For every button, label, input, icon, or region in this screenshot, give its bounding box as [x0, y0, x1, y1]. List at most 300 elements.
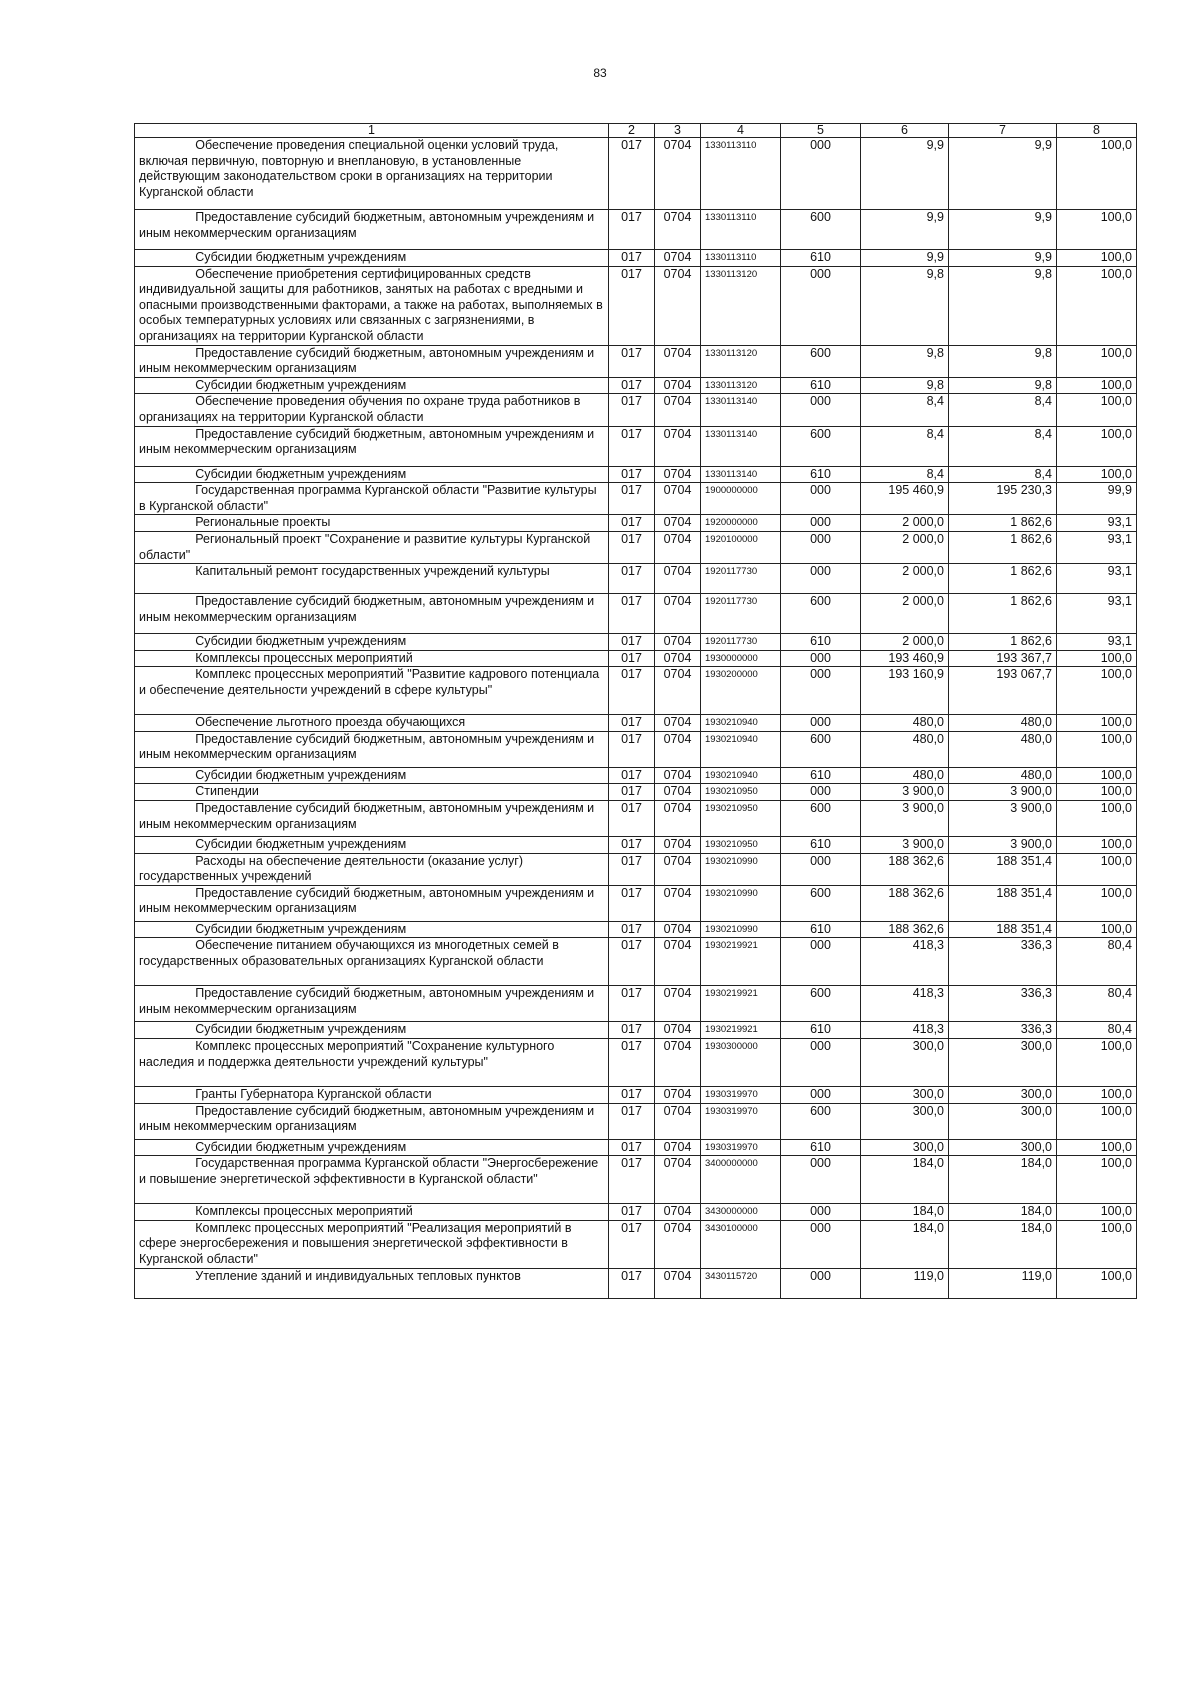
executed-amount: 1 862,6 [949, 594, 1057, 634]
row-name: Обеспечение льготного проезда обучающихся [135, 715, 609, 732]
section-code: 0704 [655, 1156, 701, 1204]
row-name: Комплекс процессных мероприятий "Развитие кадрового потенциала и обеспечение деятельности учреждений в сфере культуры" [135, 667, 609, 715]
row-name: Государственная программа Курганской области "Энергосбережение и повышение энергетической эффективности в Курганской области" [135, 1156, 609, 1204]
section-code: 0704 [655, 594, 701, 634]
planned-amount: 9,9 [861, 210, 949, 250]
admin-code: 017 [609, 853, 655, 885]
target-code: 1930210940 [701, 767, 781, 784]
expense-type: 600 [781, 731, 861, 767]
planned-amount: 2 000,0 [861, 515, 949, 532]
section-code: 0704 [655, 1022, 701, 1039]
admin-code: 017 [609, 426, 655, 466]
expense-type: 000 [781, 394, 861, 426]
row-name: Гранты Губернатора Курганской области [135, 1087, 609, 1104]
planned-amount: 480,0 [861, 767, 949, 784]
column-header: 6 [861, 124, 949, 138]
row-name: Утепление зданий и индивидуальных тепловых пунктов [135, 1268, 609, 1298]
target-code: 1930210990 [701, 921, 781, 938]
table-row [135, 938, 1137, 986]
table-row [135, 564, 1137, 594]
expense-type: 600 [781, 801, 861, 837]
section-code: 0704 [655, 986, 701, 1022]
row-name: Субсидии бюджетным учреждениям [135, 634, 609, 651]
target-code: 1930210940 [701, 731, 781, 767]
planned-amount: 184,0 [861, 1220, 949, 1268]
executed-amount: 480,0 [949, 715, 1057, 732]
execution-percent: 100,0 [1057, 1103, 1137, 1139]
target-code: 1930000000 [701, 650, 781, 667]
expense-type: 000 [781, 1087, 861, 1104]
admin-code: 017 [609, 667, 655, 715]
target-code: 1920117730 [701, 564, 781, 594]
table-row [135, 921, 1137, 938]
target-code: 1930200000 [701, 667, 781, 715]
row-name: Комплексы процессных мероприятий [135, 650, 609, 667]
row-name: Субсидии бюджетным учреждениям [135, 921, 609, 938]
expense-type: 000 [781, 266, 861, 345]
planned-amount: 300,0 [861, 1087, 949, 1104]
executed-amount: 1 862,6 [949, 634, 1057, 651]
executed-amount: 9,9 [949, 210, 1057, 250]
execution-percent: 100,0 [1057, 1220, 1137, 1268]
row-name: Региональный проект "Сохранение и развитие культуры Курганской области" [135, 531, 609, 563]
admin-code: 017 [609, 394, 655, 426]
admin-code: 017 [609, 784, 655, 801]
section-code: 0704 [655, 394, 701, 426]
row-name: Стипендии [135, 784, 609, 801]
expense-type: 600 [781, 594, 861, 634]
section-code: 0704 [655, 250, 701, 267]
section-code: 0704 [655, 853, 701, 885]
execution-percent: 100,0 [1057, 715, 1137, 732]
executed-amount: 9,9 [949, 250, 1057, 267]
table-row [135, 885, 1137, 921]
section-code: 0704 [655, 667, 701, 715]
target-code: 1330113110 [701, 250, 781, 267]
execution-percent: 100,0 [1057, 250, 1137, 267]
row-name: Комплекс процессных мероприятий "Реализация мероприятий в сфере энергосбережения и повышения энергетической эффективности в Курганской области" [135, 1220, 609, 1268]
execution-percent: 100,0 [1057, 138, 1137, 210]
executed-amount: 184,0 [949, 1220, 1057, 1268]
execution-percent: 100,0 [1057, 377, 1137, 394]
planned-amount: 3 900,0 [861, 837, 949, 854]
executed-amount: 9,8 [949, 377, 1057, 394]
planned-amount: 300,0 [861, 1039, 949, 1087]
planned-amount: 480,0 [861, 715, 949, 732]
execution-percent: 100,0 [1057, 1087, 1137, 1104]
target-code: 1930219921 [701, 986, 781, 1022]
section-code: 0704 [655, 1139, 701, 1156]
expense-type: 000 [781, 531, 861, 563]
planned-amount: 9,9 [861, 138, 949, 210]
executed-amount: 1 862,6 [949, 531, 1057, 563]
table-row [135, 466, 1137, 483]
admin-code: 017 [609, 1156, 655, 1204]
executed-amount: 195 230,3 [949, 483, 1057, 515]
target-code: 1330113110 [701, 210, 781, 250]
target-code: 1930300000 [701, 1039, 781, 1087]
planned-amount: 3 900,0 [861, 784, 949, 801]
target-code: 1930210990 [701, 853, 781, 885]
planned-amount: 195 460,9 [861, 483, 949, 515]
executed-amount: 119,0 [949, 1268, 1057, 1298]
admin-code: 017 [609, 1220, 655, 1268]
executed-amount: 188 351,4 [949, 921, 1057, 938]
execution-percent: 100,0 [1057, 1204, 1137, 1221]
target-code: 1330113140 [701, 426, 781, 466]
admin-code: 017 [609, 564, 655, 594]
row-name: Комплекс процессных мероприятий "Сохранение культурного наследия и поддержка деятельности учреждений культуры" [135, 1039, 609, 1087]
section-code: 0704 [655, 634, 701, 651]
row-name: Расходы на обеспечение деятельности (оказание услуг) государственных учреждений [135, 853, 609, 885]
execution-percent: 100,0 [1057, 801, 1137, 837]
table-row [135, 594, 1137, 634]
execution-percent: 100,0 [1057, 1268, 1137, 1298]
section-code: 0704 [655, 466, 701, 483]
expense-type: 610 [781, 921, 861, 938]
execution-percent: 100,0 [1057, 885, 1137, 921]
execution-percent: 80,4 [1057, 938, 1137, 986]
executed-amount: 8,4 [949, 466, 1057, 483]
section-code: 0704 [655, 731, 701, 767]
planned-amount: 418,3 [861, 1022, 949, 1039]
execution-percent: 100,0 [1057, 853, 1137, 885]
execution-percent: 100,0 [1057, 426, 1137, 466]
row-name: Субсидии бюджетным учреждениям [135, 837, 609, 854]
execution-percent: 100,0 [1057, 667, 1137, 715]
target-code: 1330113140 [701, 466, 781, 483]
section-code: 0704 [655, 1103, 701, 1139]
executed-amount: 184,0 [949, 1204, 1057, 1221]
execution-percent: 100,0 [1057, 921, 1137, 938]
expense-type: 600 [781, 426, 861, 466]
planned-amount: 188 362,6 [861, 885, 949, 921]
execution-percent: 80,4 [1057, 986, 1137, 1022]
column-header: 1 [135, 124, 609, 138]
execution-percent: 100,0 [1057, 266, 1137, 345]
admin-code: 017 [609, 210, 655, 250]
execution-percent: 100,0 [1057, 394, 1137, 426]
target-code: 1330113120 [701, 266, 781, 345]
section-code: 0704 [655, 426, 701, 466]
expense-type: 610 [781, 466, 861, 483]
section-code: 0704 [655, 1220, 701, 1268]
execution-percent: 80,4 [1057, 1022, 1137, 1039]
execution-percent: 93,1 [1057, 531, 1137, 563]
section-code: 0704 [655, 138, 701, 210]
table-row [135, 634, 1137, 651]
target-code: 1930219921 [701, 1022, 781, 1039]
table-row [135, 426, 1137, 466]
planned-amount: 119,0 [861, 1268, 949, 1298]
table-row [135, 1268, 1137, 1298]
admin-code: 017 [609, 466, 655, 483]
admin-code: 017 [609, 986, 655, 1022]
section-code: 0704 [655, 377, 701, 394]
target-code: 1330113120 [701, 345, 781, 377]
planned-amount: 8,4 [861, 466, 949, 483]
expense-type: 610 [781, 837, 861, 854]
table-row [135, 531, 1137, 563]
section-code: 0704 [655, 1268, 701, 1298]
table-row [135, 250, 1137, 267]
section-code: 0704 [655, 1204, 701, 1221]
expense-type: 600 [781, 1103, 861, 1139]
executed-amount: 193 067,7 [949, 667, 1057, 715]
column-header: 5 [781, 124, 861, 138]
admin-code: 017 [609, 138, 655, 210]
table-row [135, 210, 1137, 250]
section-code: 0704 [655, 210, 701, 250]
execution-percent: 100,0 [1057, 1039, 1137, 1087]
admin-code: 017 [609, 938, 655, 986]
target-code: 1930210950 [701, 837, 781, 854]
executed-amount: 1 862,6 [949, 515, 1057, 532]
table-row [135, 1087, 1137, 1104]
admin-code: 017 [609, 515, 655, 532]
section-code: 0704 [655, 266, 701, 345]
row-name: Субсидии бюджетным учреждениям [135, 767, 609, 784]
execution-percent: 93,1 [1057, 634, 1137, 651]
section-code: 0704 [655, 1039, 701, 1087]
expense-type: 610 [781, 250, 861, 267]
table-row [135, 731, 1137, 767]
row-name: Предоставление субсидий бюджетным, автономным учреждениям и иным некоммерческим организациям [135, 426, 609, 466]
execution-percent: 100,0 [1057, 650, 1137, 667]
row-name: Обеспечение проведения специальной оценки условий труда, включая первичную, повторную и внеплановую, в установленные действующим законодательством сроки в организациях на территории Курганской области [135, 138, 609, 210]
column-header: 4 [701, 124, 781, 138]
expense-type: 610 [781, 377, 861, 394]
expense-type: 000 [781, 1039, 861, 1087]
expense-type: 000 [781, 1204, 861, 1221]
admin-code: 017 [609, 345, 655, 377]
target-code: 3430100000 [701, 1220, 781, 1268]
row-name: Обеспечение проведения обучения по охране труда работников в организациях на территории Курганской области [135, 394, 609, 426]
executed-amount: 3 900,0 [949, 837, 1057, 854]
admin-code: 017 [609, 531, 655, 563]
target-code: 3430000000 [701, 1204, 781, 1221]
planned-amount: 8,4 [861, 394, 949, 426]
table-row [135, 715, 1137, 732]
table-row [135, 837, 1137, 854]
planned-amount: 418,3 [861, 986, 949, 1022]
execution-percent: 100,0 [1057, 345, 1137, 377]
target-code: 1330113140 [701, 394, 781, 426]
planned-amount: 300,0 [861, 1139, 949, 1156]
section-code: 0704 [655, 715, 701, 732]
admin-code: 017 [609, 1268, 655, 1298]
row-name: Субсидии бюджетным учреждениям [135, 1022, 609, 1039]
execution-percent: 100,0 [1057, 210, 1137, 250]
column-header: 7 [949, 124, 1057, 138]
admin-code: 017 [609, 266, 655, 345]
admin-code: 017 [609, 377, 655, 394]
row-name: Региональные проекты [135, 515, 609, 532]
section-code: 0704 [655, 938, 701, 986]
column-header: 2 [609, 124, 655, 138]
expense-type: 000 [781, 1268, 861, 1298]
target-code: 1920117730 [701, 634, 781, 651]
admin-code: 017 [609, 594, 655, 634]
target-code: 1330113120 [701, 377, 781, 394]
table-row [135, 377, 1137, 394]
executed-amount: 8,4 [949, 426, 1057, 466]
expense-type: 000 [781, 938, 861, 986]
planned-amount: 193 160,9 [861, 667, 949, 715]
admin-code: 017 [609, 250, 655, 267]
execution-percent: 93,1 [1057, 564, 1137, 594]
expense-type: 000 [781, 667, 861, 715]
target-code: 1930319970 [701, 1103, 781, 1139]
row-name: Предоставление субсидий бюджетным, автономным учреждениям и иным некоммерческим организациям [135, 1103, 609, 1139]
expense-type: 610 [781, 767, 861, 784]
execution-percent: 93,1 [1057, 594, 1137, 634]
row-name: Субсидии бюджетным учреждениям [135, 1139, 609, 1156]
executed-amount: 8,4 [949, 394, 1057, 426]
row-name: Предоставление субсидий бюджетным, автономным учреждениям и иным некоммерческим организациям [135, 801, 609, 837]
table-row [135, 667, 1137, 715]
admin-code: 017 [609, 1204, 655, 1221]
planned-amount: 9,8 [861, 345, 949, 377]
execution-percent: 100,0 [1057, 731, 1137, 767]
target-code: 1900000000 [701, 483, 781, 515]
expense-type: 000 [781, 564, 861, 594]
row-name: Субсидии бюджетным учреждениям [135, 250, 609, 267]
admin-code: 017 [609, 634, 655, 651]
execution-percent: 100,0 [1057, 837, 1137, 854]
executed-amount: 188 351,4 [949, 853, 1057, 885]
executed-amount: 9,8 [949, 266, 1057, 345]
planned-amount: 300,0 [861, 1103, 949, 1139]
expense-type: 000 [781, 1156, 861, 1204]
expense-type: 000 [781, 515, 861, 532]
table-row [135, 1156, 1137, 1204]
planned-amount: 184,0 [861, 1204, 949, 1221]
section-code: 0704 [655, 345, 701, 377]
row-name: Комплексы процессных мероприятий [135, 1204, 609, 1221]
admin-code: 017 [609, 715, 655, 732]
row-name: Предоставление субсидий бюджетным, автономным учреждениям и иным некоммерческим организациям [135, 731, 609, 767]
execution-percent: 100,0 [1057, 1156, 1137, 1204]
table-row [135, 1139, 1137, 1156]
expense-type: 000 [781, 784, 861, 801]
planned-amount: 9,8 [861, 266, 949, 345]
expense-type: 000 [781, 650, 861, 667]
planned-amount: 188 362,6 [861, 921, 949, 938]
row-name: Субсидии бюджетным учреждениям [135, 377, 609, 394]
target-code: 1930210940 [701, 715, 781, 732]
table-row [135, 394, 1137, 426]
executed-amount: 300,0 [949, 1087, 1057, 1104]
expense-type: 600 [781, 986, 861, 1022]
target-code: 1920100000 [701, 531, 781, 563]
planned-amount: 9,9 [861, 250, 949, 267]
section-code: 0704 [655, 767, 701, 784]
row-name: Обеспечение питанием обучающихся из многодетных семей в государственных образовательных организациях Курганской области [135, 938, 609, 986]
executed-amount: 300,0 [949, 1103, 1057, 1139]
executed-amount: 300,0 [949, 1039, 1057, 1087]
column-header: 3 [655, 124, 701, 138]
table-row [135, 853, 1137, 885]
table-row [135, 986, 1137, 1022]
admin-code: 017 [609, 1103, 655, 1139]
admin-code: 017 [609, 921, 655, 938]
planned-amount: 2 000,0 [861, 594, 949, 634]
expense-type: 600 [781, 885, 861, 921]
table-row [135, 784, 1137, 801]
section-code: 0704 [655, 885, 701, 921]
planned-amount: 193 460,9 [861, 650, 949, 667]
target-code: 3400000000 [701, 1156, 781, 1204]
admin-code: 017 [609, 1139, 655, 1156]
executed-amount: 3 900,0 [949, 784, 1057, 801]
target-code: 1930210950 [701, 784, 781, 801]
expense-type: 000 [781, 715, 861, 732]
section-code: 0704 [655, 531, 701, 563]
planned-amount: 8,4 [861, 426, 949, 466]
target-code: 1920000000 [701, 515, 781, 532]
row-name: Предоставление субсидий бюджетным, автономным учреждениям и иным некоммерческим организациям [135, 345, 609, 377]
expense-type: 610 [781, 634, 861, 651]
execution-percent: 93,1 [1057, 515, 1137, 532]
admin-code: 017 [609, 483, 655, 515]
table-row [135, 1220, 1137, 1268]
section-code: 0704 [655, 801, 701, 837]
section-code: 0704 [655, 784, 701, 801]
planned-amount: 2 000,0 [861, 531, 949, 563]
target-code: 1330113110 [701, 138, 781, 210]
execution-percent: 100,0 [1057, 1139, 1137, 1156]
executed-amount: 9,9 [949, 138, 1057, 210]
column-number-row [135, 124, 1137, 138]
table-row [135, 1039, 1137, 1087]
expense-type: 610 [781, 1139, 861, 1156]
planned-amount: 418,3 [861, 938, 949, 986]
table-row [135, 266, 1137, 345]
section-code: 0704 [655, 564, 701, 594]
expense-type: 000 [781, 138, 861, 210]
table-row [135, 515, 1137, 532]
executed-amount: 336,3 [949, 1022, 1057, 1039]
expense-type: 000 [781, 1220, 861, 1268]
executed-amount: 300,0 [949, 1139, 1057, 1156]
table-row [135, 650, 1137, 667]
target-code: 1930219921 [701, 938, 781, 986]
admin-code: 017 [609, 650, 655, 667]
admin-code: 017 [609, 1039, 655, 1087]
executed-amount: 184,0 [949, 1156, 1057, 1204]
execution-percent: 100,0 [1057, 466, 1137, 483]
admin-code: 017 [609, 731, 655, 767]
expense-type: 000 [781, 853, 861, 885]
admin-code: 017 [609, 1022, 655, 1039]
column-header: 8 [1057, 124, 1137, 138]
target-code: 1930319970 [701, 1139, 781, 1156]
row-name: Субсидии бюджетным учреждениям [135, 466, 609, 483]
executed-amount: 480,0 [949, 731, 1057, 767]
executed-amount: 1 862,6 [949, 564, 1057, 594]
expense-type: 610 [781, 1022, 861, 1039]
execution-percent: 100,0 [1057, 784, 1137, 801]
admin-code: 017 [609, 801, 655, 837]
table-row [135, 138, 1137, 210]
row-name: Предоставление субсидий бюджетным, автономным учреждениям и иным некоммерческим организациям [135, 594, 609, 634]
section-code: 0704 [655, 515, 701, 532]
section-code: 0704 [655, 921, 701, 938]
row-name: Предоставление субсидий бюджетным, автономным учреждениям и иным некоммерческим организациям [135, 986, 609, 1022]
admin-code: 017 [609, 1087, 655, 1104]
target-code: 1930319970 [701, 1087, 781, 1104]
